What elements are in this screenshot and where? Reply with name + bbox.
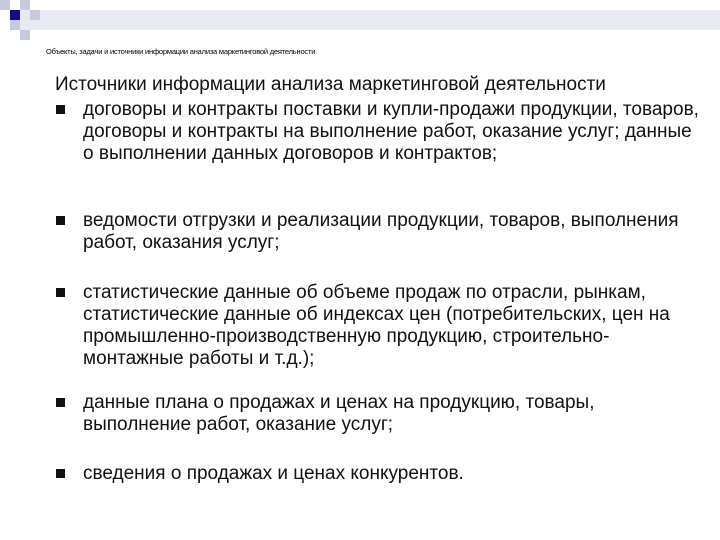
header-decoration: [0, 0, 720, 40]
deco-square: [10, 20, 20, 30]
square-bullet-icon: [56, 216, 65, 225]
list-item-text: ведомости отгрузки и реализации продукции, товаров, выполнения работ, оказания услуг;: [83, 210, 679, 253]
square-bullet-icon: [56, 398, 65, 407]
list-item-text: договоры и контракты поставки и купли-продажи продукции, товаров, договоры и контракты на выполнение работ, оказание услуг; данные о выполнении данных договоров и контрактов;: [83, 99, 699, 164]
square-bullet-icon: [56, 105, 65, 114]
deco-square: [30, 10, 40, 20]
square-bullet-icon: [56, 288, 65, 297]
list-item-text: сведения о продажах и ценах конкурентов.: [83, 463, 464, 484]
deco-square: [20, 30, 30, 40]
deco-square: [0, 0, 10, 10]
list-item-text: статистические данные об объеме продаж по отрасли, рынкам, статистические данные об индексах цен (потребительских, цен на промышленно-производственную продукцию, строительно-монтажные работы и т.д.);: [83, 282, 670, 369]
list-item-text: данные плана о продажах и ценах на продукцию, товары, выполнение работ, оказание услуг;: [83, 392, 595, 435]
deco-square: [20, 0, 30, 10]
square-bullet-icon: [56, 469, 65, 478]
slide-heading: Источники информации анализа маркетинговой деятельности: [55, 74, 606, 95]
header-band: [20, 10, 720, 30]
deco-square: [10, 10, 20, 20]
slide-header-title: Объекты, задачи и источники информации анализа маркетинговой деятельности: [46, 47, 316, 56]
